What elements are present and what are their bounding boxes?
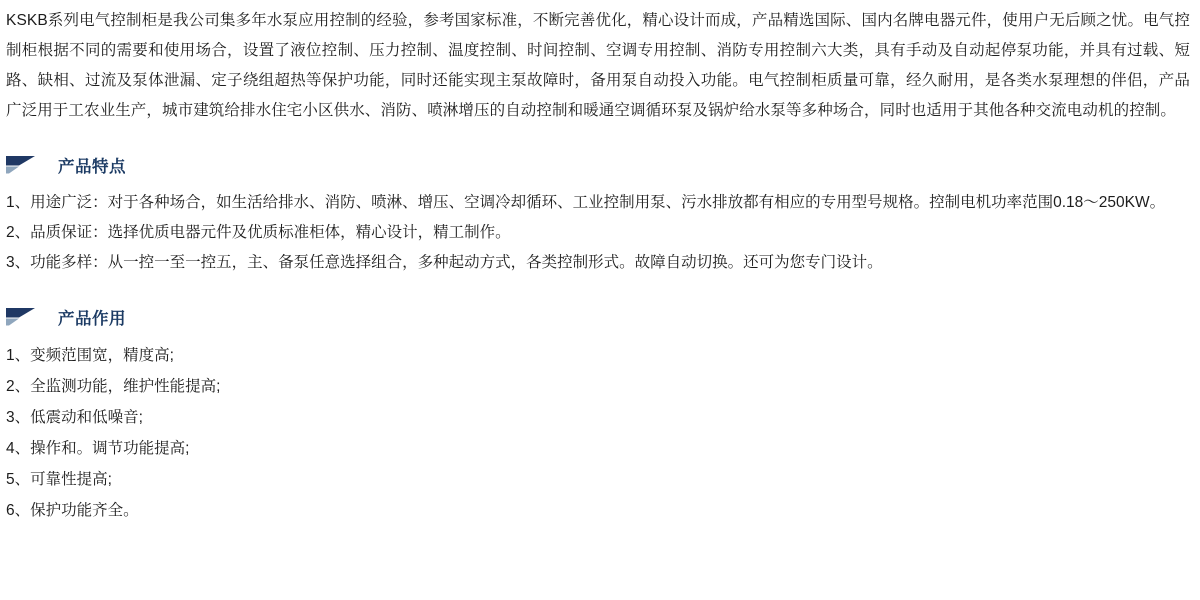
- section-heading: [6, 304, 1194, 330]
- flag-marker-icon: [6, 155, 36, 175]
- list-item: 3、低震动和低噪音;: [6, 409, 143, 426]
- flag-marker-icon: [6, 307, 36, 327]
- intro-paragraph: KSKB系列电气控制柜是我公司集多年水泵应用控制的经验，参考国家标准，不断完善优化，精心设计而成，产品精选国际、国内名牌电器元件，使用户无后顾之忧。电气控制柜根据不同的需要和使用场合，设置了液位控制、压力控制、温度控制、时间控制、空调专用控制、消防专用控制六大类，具有手动及自动起停泵功能，并具有过载、短路、缺相、过流及泵体泄漏、定子绕组超热等保护功能，同时还能实现主泵故障时，备用泵自动投入功能。电气控制柜质量可靠，经久耐用，是各类水泵理想的伴侣，产品广泛用于工农业生产，城市建筑给排水住宅小区供水、消防、喷淋增压的自动控制和暖通空调循环泵及锅炉给水泵等多种场合，同时也适用于其他各种交流电动机的控制。: [6, 12, 1190, 119]
- feature-list: [6, 188, 1194, 278]
- list-item: 6、保护功能齐全。: [6, 502, 139, 519]
- section-title: 产品特点: [58, 158, 126, 176]
- effect-list: [6, 340, 1194, 526]
- section-product-features: [6, 152, 1194, 278]
- section-heading: [6, 152, 1194, 178]
- list-item: 5、可靠性提高;: [6, 471, 112, 488]
- list-item: 1、用途广泛：对于各种场合，如生活给排水、消防、喷淋、增压、空调冷却循环、工业控制用泵、污水排放都有相应的专用型号规格。控制电机功率范围0.18～250KW。: [6, 194, 1166, 211]
- list-item: 2、全监测功能，维护性能提高;: [6, 378, 221, 395]
- section-title: 产品作用: [58, 310, 126, 328]
- list-item: 4、操作和。调节功能提高;: [6, 440, 190, 457]
- section-product-effects: [6, 304, 1194, 526]
- list-item: 1、变频范围宽，精度高;: [6, 347, 174, 364]
- list-item: 3、功能多样：从一控一至一控五，主、备泵任意选择组合，多种起动方式，各类控制形式。故障自动切换。还可为您专门设计。: [6, 254, 883, 271]
- list-item: 2、品质保证：选择优质电器元件及优质标准柜体，精心设计，精工制作。: [6, 224, 511, 241]
